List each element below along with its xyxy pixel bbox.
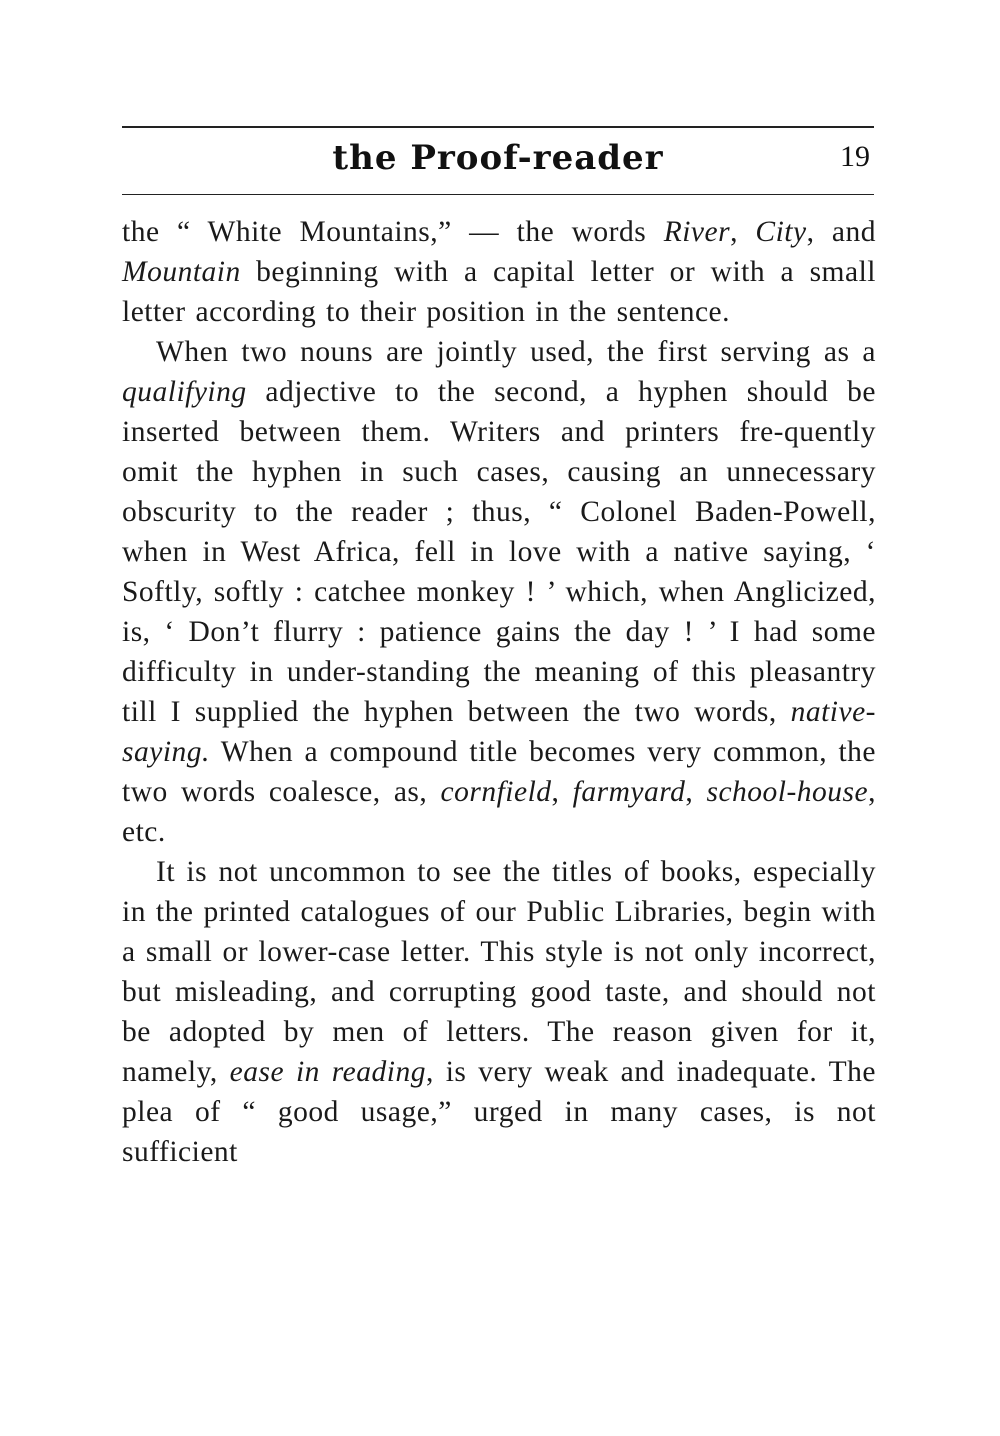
italic-text: farmyard [572,776,686,808]
header-bottom-rule [122,194,874,195]
text-run: , and [806,216,877,248]
text-run: , [730,216,756,248]
text-run: , is very weak and inadequate. The plea of “ good usage,” urged in many cases, is not sufficient [122,1056,876,1168]
page-number: 19 [840,140,870,173]
paragraph [122,332,876,852]
italic-text: River [663,216,731,248]
italic-text: Mountain [122,256,241,288]
running-head-title: the Proof-reader [332,138,664,178]
text-run: It is not uncommon to see the titles of books, especially in the printed catalogues of our Public Libraries, begin with a small or lower-case letter. This style is not only incorrect, but misleading, and corrupting good taste, and should not be adopted by men of letters. The reason given for it, namely, [122,856,876,1088]
italic-text: school-house [706,776,869,808]
italic-text: City [755,216,807,248]
italic-text: ease in reading [229,1056,426,1088]
text-run: the “ White Mountains,” — the words [122,216,664,248]
running-head [122,134,874,190]
text-run: When two nouns are jointly used, the first serving as a [156,336,876,368]
paragraph [122,852,876,1172]
italic-text: qualifying [122,376,247,408]
text-run: beginning with a capital letter or with a small letter according to their position in the sentence. [122,256,876,328]
text-run: , [685,776,707,808]
text-run: , [551,776,573,808]
text-run: When a compound title becomes very common, the two words coalesce, as, [122,736,876,808]
italic-text: cornfield [440,776,552,808]
italic-text: native-saying. [122,696,876,768]
paragraph [122,212,876,332]
header-top-rule [122,126,874,128]
text-run: adjective to the second, a hyphen should be inserted between them. Writers and printers fre-quently omit the hyphen in such cases, causing an unnecessary obscurity to the reader ; thus, “ Colonel Baden-Powell, when in West Africa, fell in love with a native saying, ‘ Softly, softly : catchee monkey ! ’ which, when Anglicized, is, ‘ Don’t flurry : patience gains the day ! ’ I had some difficulty in under-standing the meaning of this pleasantry till I supplied the hyphen between the two words, [122,376,876,728]
text-run: , etc. [122,776,877,848]
body-text [122,212,876,1172]
